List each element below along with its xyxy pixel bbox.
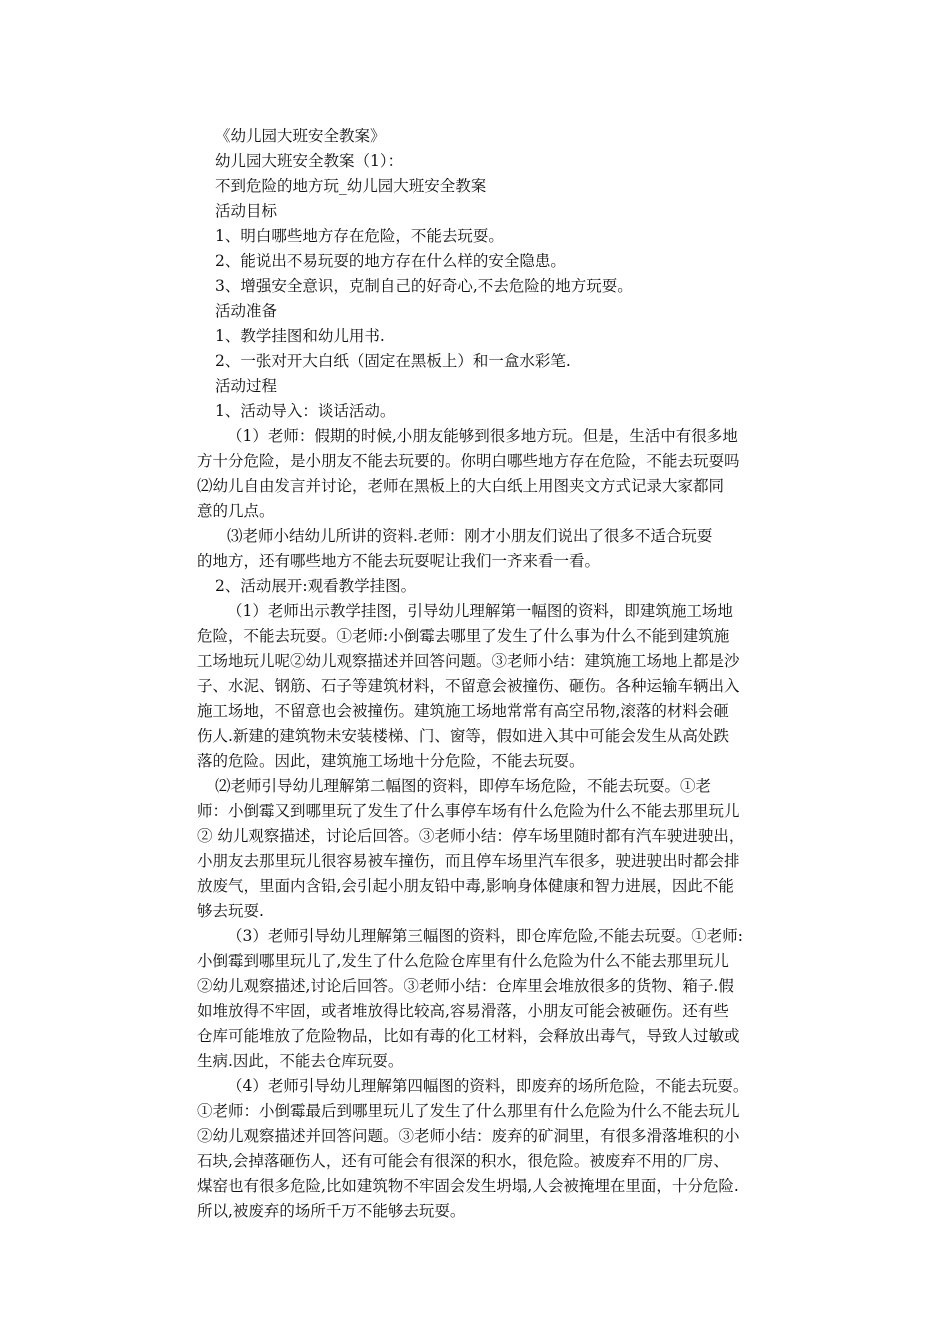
document-title: 《幼儿园大班安全教案》 bbox=[215, 127, 386, 145]
paragraph-line: 够去玩耍. bbox=[197, 902, 264, 920]
paragraph-line: ①老师：小倒霉最后到哪里玩儿了发生了什么那里有什么危险为什么不能去玩儿 bbox=[197, 1102, 740, 1120]
goal-item: 1、明白哪些地方存在危险，不能去玩耍。 bbox=[215, 227, 504, 245]
paragraph-line: （3）老师引导幼儿理解第三幅图的资料，即仓库危险,不能去玩耍。①老师: bbox=[227, 927, 744, 945]
document-body bbox=[197, 124, 777, 1224]
section-heading-goals: 活动目标 bbox=[215, 202, 278, 220]
paragraph-line: 小倒霉到哪里玩儿了,发生了什么危险仓库里有什么危险为什么不能去那里玩儿 bbox=[197, 952, 729, 970]
paragraph-line: （1）老师：假期的时候,小朋友能够到很多地方玩。但是，生活中有很多地 bbox=[227, 427, 738, 445]
paragraph-line: 伤人.新建的建筑物未安装楼梯、门、窗等，假如进入其中可能会发生从高处跌 bbox=[197, 727, 729, 745]
prep-item: 1、教学挂图和幼儿用书. bbox=[215, 327, 385, 345]
paragraph-teacher-summary bbox=[197, 524, 777, 574]
paragraph-line: 生病.因此，不能去仓库玩耍。 bbox=[197, 1052, 404, 1070]
paragraph-line: 的地方，还有哪些地方不能去玩耍呢让我们一齐来看一看。 bbox=[197, 552, 601, 570]
paragraph-line: ②幼儿观察描述,讨论后回答。③老师小结：仓库里会堆放很多的货物、箱子.假 bbox=[197, 977, 734, 995]
section-heading-prep: 活动准备 bbox=[215, 302, 278, 320]
paragraph-line: 危险，不能去玩耍。①老师:小倒霉去哪里了发生了什么事为什么不能到建筑施 bbox=[197, 627, 730, 645]
paragraph-parking-lot bbox=[197, 774, 777, 924]
goal-item: 3、增强安全意识，克制自己的好奇心,不去危险的地方玩耍。 bbox=[215, 277, 633, 295]
paragraph-intro-talk bbox=[197, 424, 777, 524]
step-title: 2、活动展开:观看教学挂图。 bbox=[215, 577, 417, 595]
paragraph-line: ② 幼儿观察描述，讨论后回答。③老师小结：停车场里随时都有汽车驶进驶出， bbox=[197, 827, 745, 845]
paragraph-abandoned-sites bbox=[197, 1074, 777, 1224]
paragraph-line: 工场地玩儿呢②幼儿观察描述并回答问题。③老师小结：建筑施工场地上都是沙 bbox=[197, 652, 740, 670]
section-heading-process: 活动过程 bbox=[215, 377, 278, 395]
goal-item: 2、能说出不易玩耍的地方存在什么样的安全隐患。 bbox=[215, 252, 566, 270]
paragraph-line: ⑵幼儿自由发言并讨论，老师在黑板上的大白纸上用图夹文方式记录大家都同 bbox=[197, 477, 725, 495]
paragraph-line: 师：小倒霉又到哪里玩了发生了什么事停车场有什么危险为什么不能去那里玩儿 bbox=[197, 802, 740, 820]
paragraph-warehouse bbox=[197, 924, 777, 1074]
lesson-name: 不到危险的地方玩_幼儿园大班安全教案 bbox=[215, 177, 487, 195]
paragraph-line: 石块,会掉落砸伤人，还有可能会有很深的积水，很危险。被废弃不用的厂房、 bbox=[197, 1152, 729, 1170]
prep-item: 2、一张对开大白纸（固定在黑板上）和一盒水彩笔. bbox=[215, 352, 571, 370]
paragraph-line: 小朋友去那里玩儿很容易被车撞伤，而且停车场里汽车很多，驶进驶出时都会排 bbox=[197, 852, 740, 870]
paragraph-line: 所以,被废弃的场所千万不能够去玩耍。 bbox=[197, 1202, 466, 1220]
document-subtitle: 幼儿园大班安全教案（1）： bbox=[215, 152, 404, 170]
paragraph-line: 施工场地，不留意也会被撞伤。建筑施工场地常常有高空吊物,滚落的材料会砸 bbox=[197, 702, 729, 720]
paragraph-line: ⑵老师引导幼儿理解第二幅图的资料，即停车场危险，不能去玩耍。①老 bbox=[215, 777, 712, 795]
paragraph-line: （1）老师出示教学挂图，引导幼儿理解第一幅图的资料，即建筑施工场地 bbox=[227, 602, 733, 620]
paragraph-line: 落的危险。因此，建筑施工场地十分危险，不能去玩耍。 bbox=[197, 752, 585, 770]
paragraph-line: 如堆放得不牢固，或者堆放得比较高,容易滑落，小朋友可能会被砸伤。还有些 bbox=[197, 1002, 729, 1020]
paragraph-line: 煤窑也有很多危险,比如建筑物不牢固会发生坍塌,人会被掩埋在里面，十分危险. bbox=[197, 1177, 739, 1195]
paragraph-line: ②幼儿观察描述并回答问题。③老师小结：废弃的矿洞里，有很多滑落堆积的小 bbox=[197, 1127, 740, 1145]
paragraph-construction-site bbox=[197, 599, 777, 774]
step-title: 1、活动导入：谈话活动。 bbox=[215, 402, 396, 420]
paragraph-line: ⑶老师小结幼儿所讲的资料.老师：刚才小朋友们说出了很多不适合玩耍 bbox=[227, 527, 713, 545]
paragraph-line: （4）老师引导幼儿理解第四幅图的资料，即废弃的场所危险，不能去玩耍。 bbox=[227, 1077, 749, 1095]
paragraph-line: 放废气，里面内含铅,会引起小朋友铅中毒,影响身体健康和智力进展，因此不能 bbox=[197, 877, 734, 895]
paragraph-line: 仓库可能堆放了危险物品，比如有毒的化工材料，会释放出毒气，导致人过敏或 bbox=[197, 1027, 740, 1045]
paragraph-line: 子、水泥、钢筋、石子等建筑材料，不留意会被撞伤、砸伤。各种运输车辆出入 bbox=[197, 677, 740, 695]
paragraph-line: 意的几点。 bbox=[197, 502, 275, 520]
paragraph-line: 方十分危险，是小朋友不能去玩要的。你明白哪些地方存在危险，不能去玩耍吗 bbox=[197, 452, 740, 470]
